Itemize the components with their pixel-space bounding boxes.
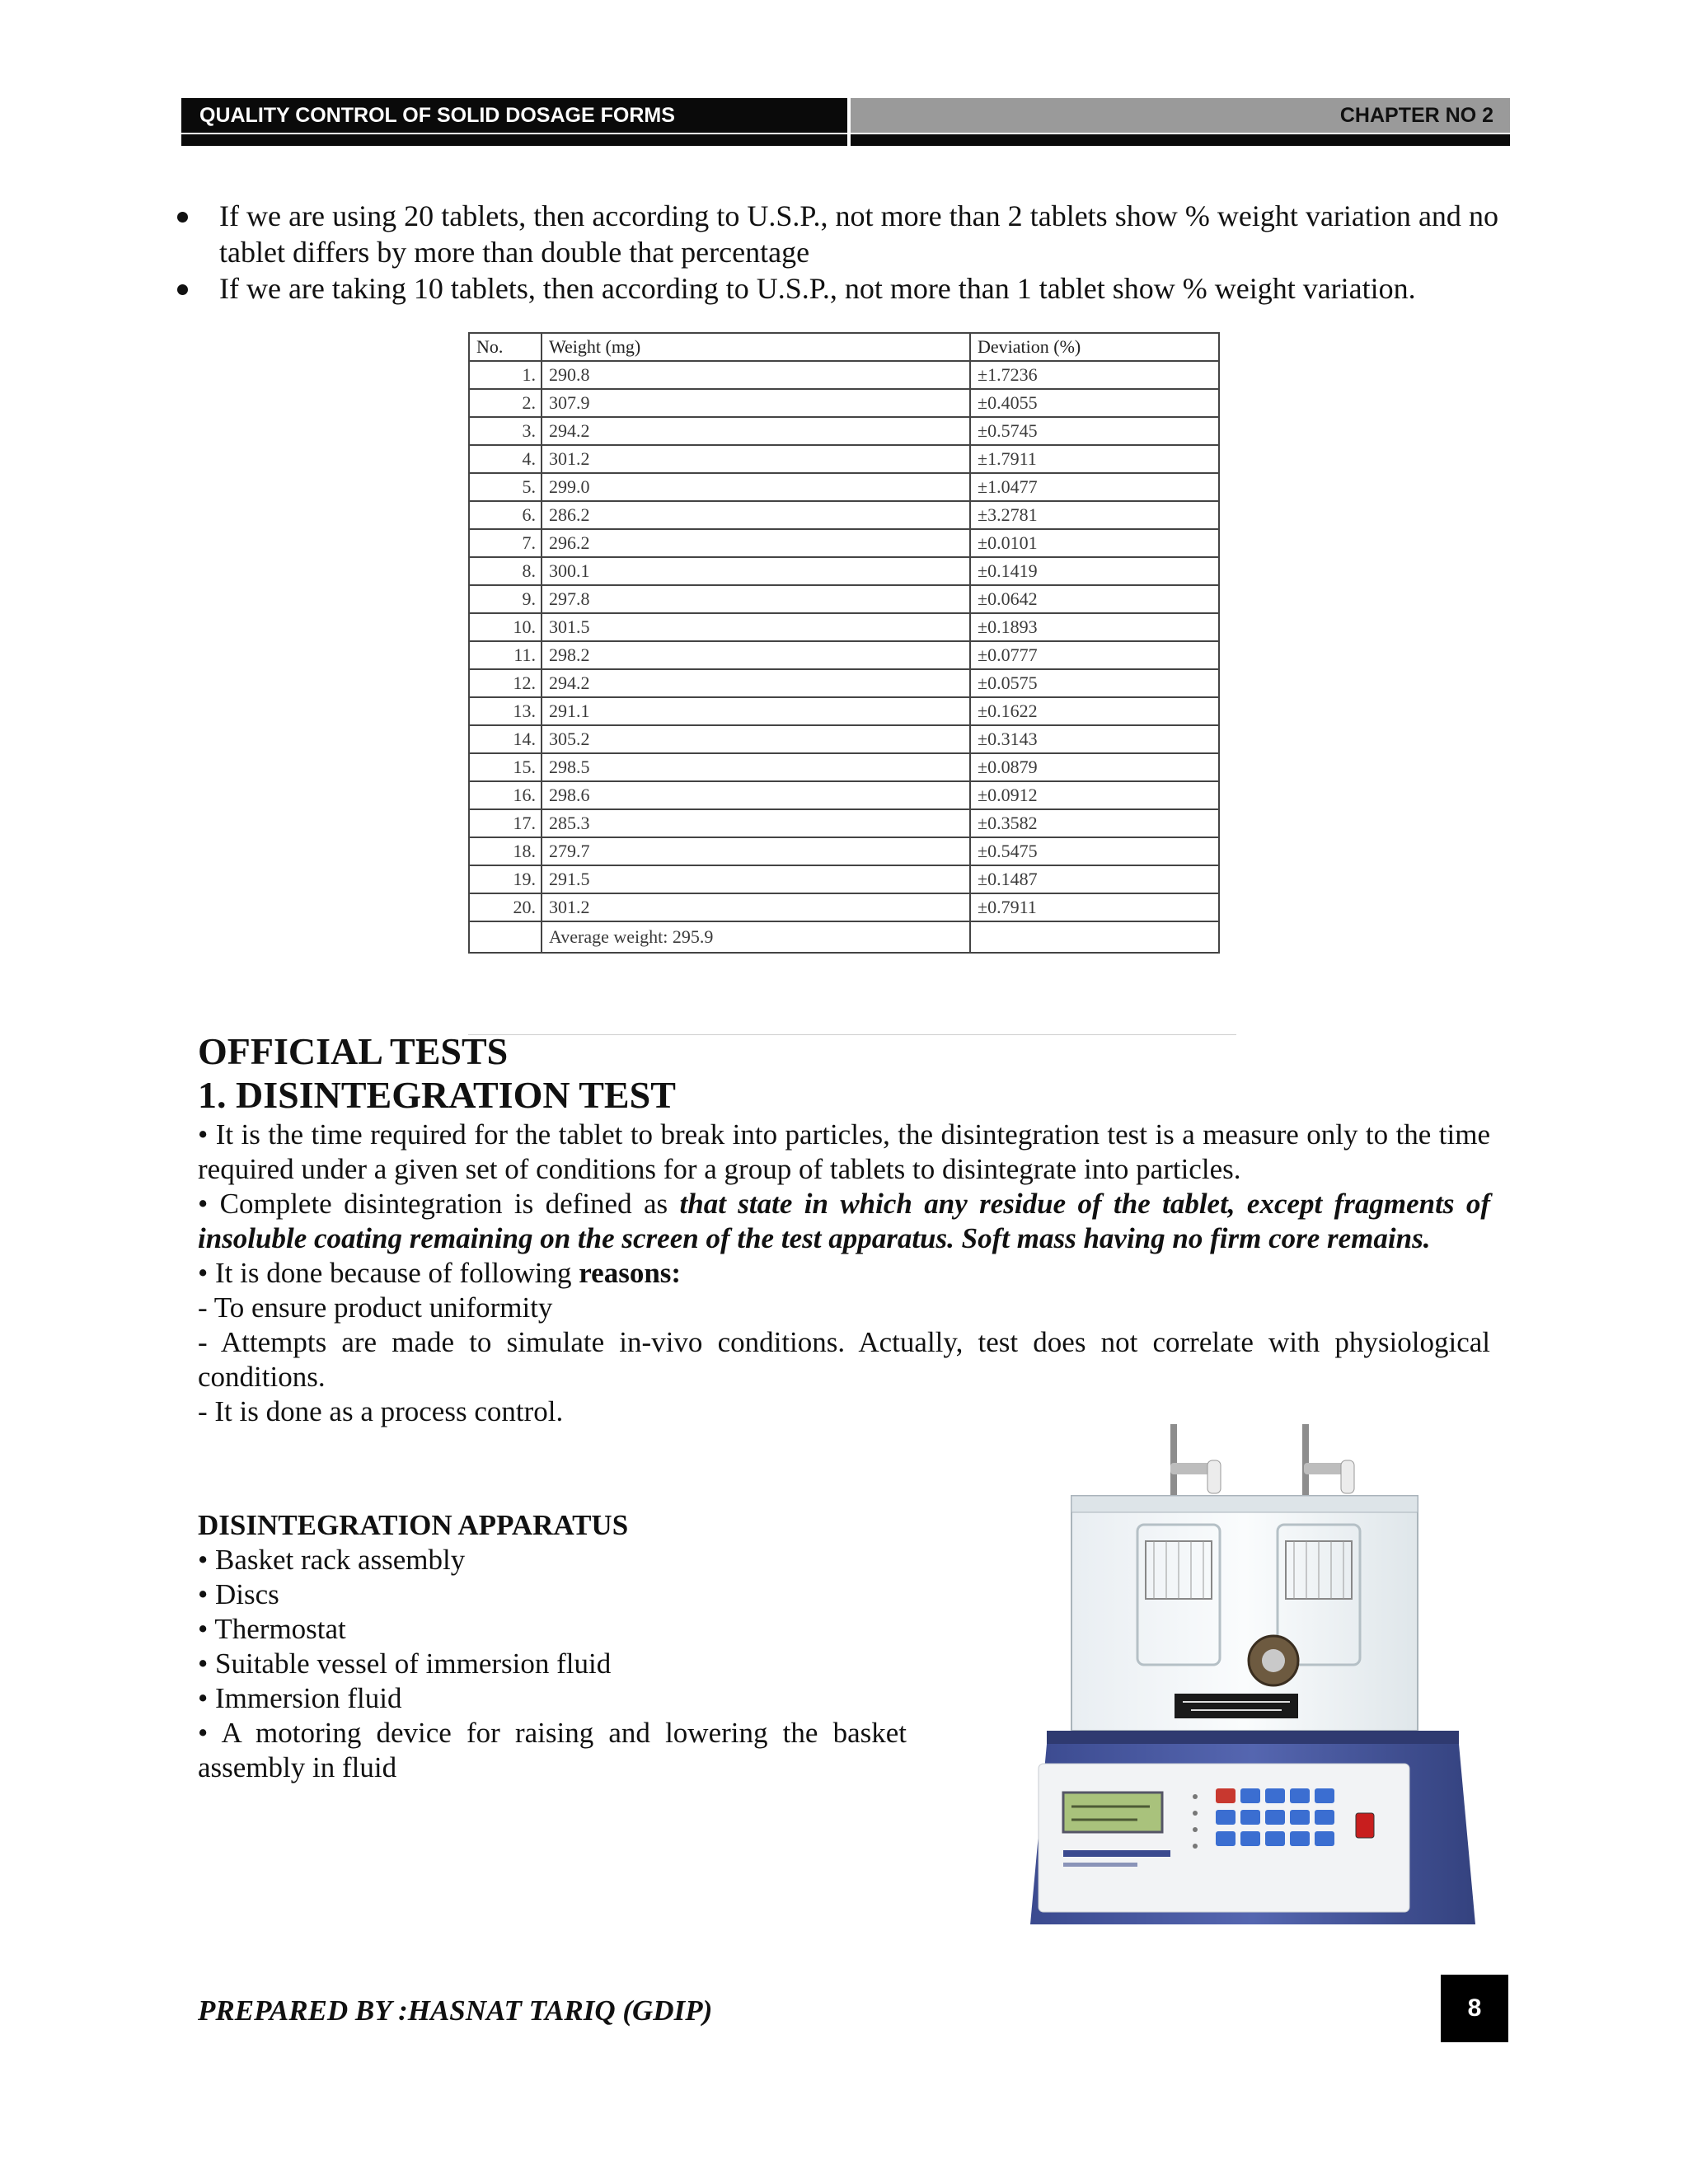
row-number: 14. bbox=[469, 725, 542, 753]
row-deviation: ±0.0912 bbox=[970, 781, 1219, 809]
complete-disintegration-paragraph: • Complete disintegration is defined as that state in which any residue of the tablet, except fragments of insoluble coating remaining on the screen of the test apparatus. Soft mass having no firm core remains. bbox=[198, 1188, 1490, 1254]
row-number: 9. bbox=[469, 585, 542, 613]
row-deviation: ±0.1893 bbox=[970, 613, 1219, 641]
table-row bbox=[469, 893, 1219, 921]
row-number: 19. bbox=[469, 865, 542, 893]
header-title-right: CHAPTER NO 2 bbox=[851, 98, 1510, 133]
apparatus-list bbox=[198, 1543, 907, 1785]
table-row bbox=[469, 725, 1219, 753]
row-number: 10. bbox=[469, 613, 542, 641]
row-weight: 291.5 bbox=[542, 865, 970, 893]
row-weight: 294.2 bbox=[542, 669, 970, 697]
row-deviation: ±1.0477 bbox=[970, 473, 1219, 501]
row-weight: 279.7 bbox=[542, 837, 970, 865]
row-deviation: ±0.3582 bbox=[970, 809, 1219, 837]
row-deviation: ±3.2781 bbox=[970, 501, 1219, 529]
row-number: 18. bbox=[469, 837, 542, 865]
row-deviation: ±0.7911 bbox=[970, 893, 1219, 921]
table-row bbox=[469, 641, 1219, 669]
row-number: 20. bbox=[469, 893, 542, 921]
disintegration-body bbox=[198, 1118, 1490, 1429]
reason-item: - Attempts are made to simulate in-vivo conditions. Actually, test does not correlate with physiological conditions. bbox=[198, 1326, 1490, 1393]
row-weight: 299.0 bbox=[542, 473, 970, 501]
row-number: 15. bbox=[469, 753, 542, 781]
usp-criteria-item: If we are using 20 tablets, then according to U.S.P., not more than 2 tablets show % weight variation and no tablet differs by more than double that percentage bbox=[173, 198, 1498, 270]
section-heading: OFFICIAL TESTS bbox=[198, 1030, 509, 1072]
row-number: 3. bbox=[469, 417, 542, 445]
header-rule bbox=[181, 134, 1510, 146]
row-number: 8. bbox=[469, 557, 542, 585]
row-number: 1. bbox=[469, 361, 542, 389]
average-row bbox=[469, 921, 1219, 953]
apparatus-item: • Thermostat bbox=[198, 1613, 346, 1645]
apparatus-item: • Immersion fluid bbox=[198, 1682, 402, 1714]
apparatus-item: • Suitable vessel of immersion fluid bbox=[198, 1647, 612, 1680]
disintegration-heading: 1. DISINTEGRATION TEST bbox=[198, 1074, 676, 1116]
reason-item: - It is done as a process control. bbox=[198, 1395, 564, 1427]
row-deviation: ±0.5745 bbox=[970, 417, 1219, 445]
apparatus-heading: DISINTEGRATION APPARATUS bbox=[198, 1509, 629, 1541]
table-row bbox=[469, 669, 1219, 697]
row-number: 16. bbox=[469, 781, 542, 809]
row-weight: 307.9 bbox=[542, 389, 970, 417]
table-row bbox=[469, 501, 1219, 529]
row-weight: 298.6 bbox=[542, 781, 970, 809]
row-weight: 286.2 bbox=[542, 501, 970, 529]
reasons-intro: • It is done because of following reasons: bbox=[198, 1257, 682, 1289]
table-divider bbox=[468, 1034, 1236, 1035]
bullet-dot-icon bbox=[177, 212, 188, 223]
table-row bbox=[469, 781, 1219, 809]
row-deviation: ±0.0101 bbox=[970, 529, 1219, 557]
column-header-deviation: Deviation (%) bbox=[970, 333, 1219, 361]
reason-item: - To ensure product uniformity bbox=[198, 1291, 553, 1324]
row-number: 7. bbox=[469, 529, 542, 557]
row-deviation: ±1.7236 bbox=[970, 361, 1219, 389]
table-row bbox=[469, 753, 1219, 781]
row-weight: 285.3 bbox=[542, 809, 970, 837]
row-weight: 290.8 bbox=[542, 361, 970, 389]
row-number: 4. bbox=[469, 445, 542, 473]
row-weight: 298.2 bbox=[542, 641, 970, 669]
row-deviation: ±0.1419 bbox=[970, 557, 1219, 585]
row-number: 11. bbox=[469, 641, 542, 669]
row-deviation: ±0.4055 bbox=[970, 389, 1219, 417]
row-weight: 301.5 bbox=[542, 613, 970, 641]
table-row bbox=[469, 361, 1219, 389]
weight-variation-table bbox=[468, 332, 1220, 954]
usp-criteria-list bbox=[173, 198, 1498, 307]
prepared-by: PREPARED BY :HASNAT TARIQ (GDIP) bbox=[198, 1994, 713, 2027]
table-row bbox=[469, 697, 1219, 725]
row-weight: 291.1 bbox=[542, 697, 970, 725]
table-row bbox=[469, 837, 1219, 865]
page-number: 8 bbox=[1441, 1975, 1508, 2042]
row-deviation: ±0.0777 bbox=[970, 641, 1219, 669]
row-weight: 297.8 bbox=[542, 585, 970, 613]
apparatus-item: • A motoring device for raising and lowering the basket assembly in fluid bbox=[198, 1717, 907, 1783]
row-deviation: ±0.3143 bbox=[970, 725, 1219, 753]
bullet-dot-icon bbox=[177, 284, 188, 295]
row-deviation: ±0.0575 bbox=[970, 669, 1219, 697]
table-row bbox=[469, 865, 1219, 893]
row-number: 12. bbox=[469, 669, 542, 697]
table-header-row bbox=[469, 333, 1219, 361]
table-row bbox=[469, 613, 1219, 641]
usp-criteria-item: If we are taking 10 tablets, then according to U.S.P., not more than 1 tablet show % weight variation. bbox=[173, 270, 1498, 307]
table-row bbox=[469, 473, 1219, 501]
row-deviation: ±0.0879 bbox=[970, 753, 1219, 781]
row-number: 17. bbox=[469, 809, 542, 837]
disintegration-apparatus-image bbox=[1014, 1418, 1492, 1953]
row-deviation: ±1.7911 bbox=[970, 445, 1219, 473]
row-weight: 301.2 bbox=[542, 893, 970, 921]
header-title-left: QUALITY CONTROL OF SOLID DOSAGE FORMS bbox=[181, 98, 847, 133]
table-row bbox=[469, 417, 1219, 445]
table-row bbox=[469, 445, 1219, 473]
row-deviation: ±0.1487 bbox=[970, 865, 1219, 893]
row-deviation: ±0.0642 bbox=[970, 585, 1219, 613]
row-number: 5. bbox=[469, 473, 542, 501]
average-weight: Average weight: 295.9 bbox=[542, 921, 970, 953]
column-header-no: No. bbox=[469, 333, 542, 361]
row-number: 13. bbox=[469, 697, 542, 725]
row-weight: 296.2 bbox=[542, 529, 970, 557]
row-weight: 305.2 bbox=[542, 725, 970, 753]
row-weight: 300.1 bbox=[542, 557, 970, 585]
column-header-weight: Weight (mg) bbox=[542, 333, 970, 361]
row-weight: 298.5 bbox=[542, 753, 970, 781]
table-row bbox=[469, 529, 1219, 557]
row-deviation: ±0.5475 bbox=[970, 837, 1219, 865]
page-header bbox=[181, 98, 1510, 146]
row-weight: 301.2 bbox=[542, 445, 970, 473]
row-deviation: ±0.1622 bbox=[970, 697, 1219, 725]
table-row bbox=[469, 809, 1219, 837]
row-weight: 294.2 bbox=[542, 417, 970, 445]
apparatus-item: • Discs bbox=[198, 1578, 279, 1610]
row-number: 2. bbox=[469, 389, 542, 417]
table-row bbox=[469, 389, 1219, 417]
definition-paragraph: • It is the time required for the tablet to break into particles, the disintegration test is a measure only to the time required under a given set of conditions for a group of tablets to disintegrate into particles. bbox=[198, 1118, 1490, 1185]
table-row bbox=[469, 585, 1219, 613]
table-row bbox=[469, 557, 1219, 585]
row-number: 6. bbox=[469, 501, 542, 529]
apparatus-item: • Basket rack assembly bbox=[198, 1544, 466, 1576]
